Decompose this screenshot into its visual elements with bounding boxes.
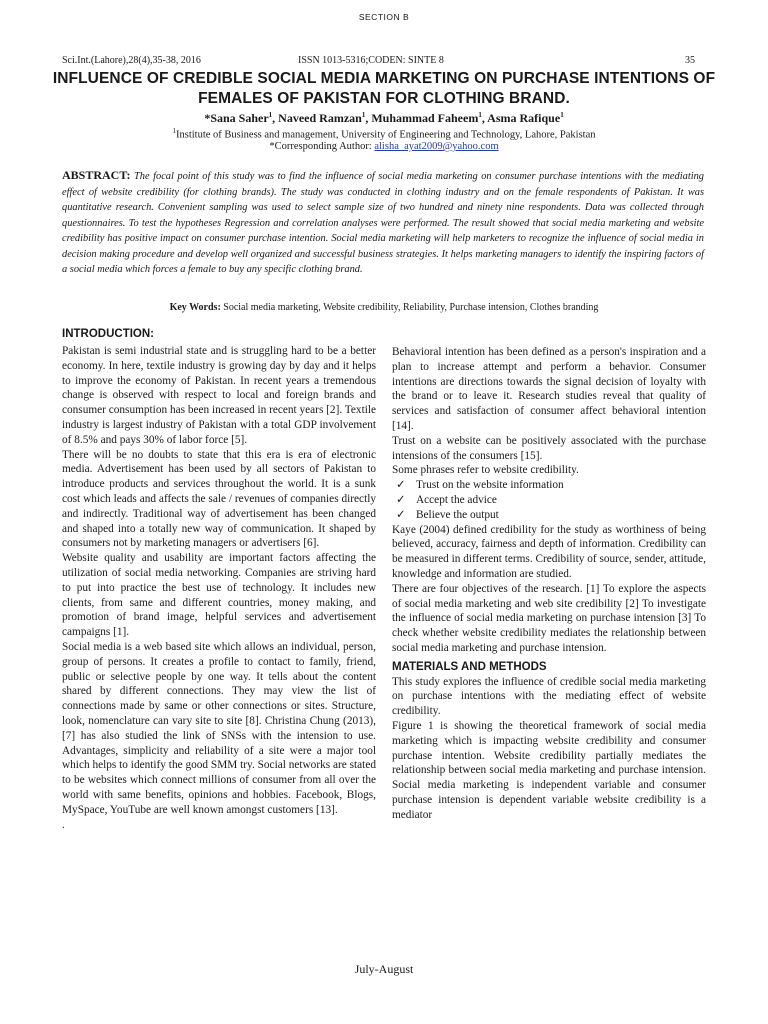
- keywords-text: Social media marketing, Website credibility, Reliability, Purchase intension, Clothes branding: [223, 302, 599, 313]
- paragraph: Figure 1 is showing the theoretical framework of social media marketing which is impacting website credibility and consumer purchase intention. Website credibility partially mediates the relationship between social media marketing and purchase intension. Social media marketing is independent variable and consumer purchase intension is dependent variable website credibility is a mediator: [392, 719, 706, 821]
- paragraph: .: [62, 818, 65, 831]
- issue-footer: July-August: [354, 962, 414, 976]
- paragraph: Kaye (2004) defined credibility for the study as worthiness of being believed, accuracy, fairness and depth of information. Credibility can be measured in different terms. Credibility of source, sender, attitude, knowledge and information are studied.: [392, 523, 706, 580]
- keywords-label: Key Words:: [169, 302, 221, 313]
- list-item: ✓ Believe the output: [396, 508, 499, 521]
- journal-reference: Sci.Int.(Lahore),28(4),35-38, 2016: [62, 55, 201, 66]
- affiliation: $^1$Institute of Business and management, University of Engineering and Technology, Lahore, Pakistan: [172, 127, 596, 141]
- paragraph: There will be no doubts to state that this era is era of electronic media. Advertisement has been used by all sectors of Pakistan to introduce products and services throughout the world. It is a sunk cost which leads and affects the sale / revenues of companies directly and indirectly. Traditional way of advertisement has been changed and shaped into a totally new way of communication. It shaped by consumers not by marketing managers or advertisers [6].: [62, 448, 376, 550]
- abstract-text: The focal point of this study was to find the influence of social media marketing on consumer purchase intentions with the mediating effect of website credibility (for clothing brands). The study was conducted in clothing industry and on the female respondents of Pakistan. It was quantitative research. Convenient sampling was used to select sample size of two hundred and ninety nine respondents. Data was collected through questionnaires. To test the hypotheses Regression and correlation analyses were performed. The result showed that social media marketing and website credibility has positive impact on consumer purchase intention. Social media marketing will help marketers to recognize the influence of social media in decision making procedure and develop well organized and successful business strategies. It helps marketing managers to identify the inspiring factors of a social media which forces a female to buy any specific clothing brand.: [62, 171, 704, 275]
- author-name: Muhammad Faheem: [371, 111, 479, 125]
- paragraph: Behavioral intention has been defined as a person's inspiration and a plan to increase attempt and perform a behavior. Consumer intentions are directions towards the signal decision of loyalty with the brand or to leave it. Research studies reveal that quality of services and satisfaction of consumer affect behavioral intention [14].: [392, 346, 706, 432]
- abstract-label: ABSTRACT:: [62, 168, 131, 182]
- paragraph: Pakistan is semi industrial state and is struggling hard to be a better economy. In here, textile industry is growing day by day and it helps to improve the economy of Pakistan. In recent years a tremendous change is observed with respect to local and foreign brands and consumer consumption has been increased in recent years [2]. Textile industry is largest industry of Pakistan with a total GDP involvement of 8.5% and pays 30% of labor force [5].: [62, 345, 376, 446]
- paper-title: INFLUENCE OF CREDIBLE SOCIAL MEDIA MARKETING ON PURCHASE INTENTIONS OF FEMALES OF PAKISTAN FOR CLOTHING BRAND.: [52, 70, 716, 107]
- list-item: ✓ Trust on the website information: [396, 479, 564, 492]
- right-column: [392, 345, 706, 823]
- page-number: 35: [685, 55, 695, 66]
- keywords: [0, 302, 768, 313]
- left-column: [62, 344, 376, 832]
- paragraph: There are four objectives of the research. [1] To explore the aspects of social media marketing and web site credibility [2] To investigate the influence of social media marketing on purchase intension [3] To check whether website credibility mediates the relationship between social media marketing and purchase intension.: [392, 582, 706, 654]
- paragraph: Trust on a website can be positively associated with the purchase intensions of the consumers [15].: [392, 434, 706, 462]
- author-name: *Sana Saher: [204, 111, 269, 125]
- issn-line: ISSN 1013-5316;CODEN: SINTE 8: [298, 55, 444, 66]
- paragraph: Some phrases refer to website credibility.: [392, 464, 579, 477]
- author-name: Asma Rafique: [487, 111, 561, 125]
- corresponding-author: *Corresponding Author: alisha_ayat2009@yahoo.com: [269, 141, 499, 152]
- credibility-checklist: [392, 478, 706, 522]
- author-name: Naveed Ramzan: [278, 111, 362, 125]
- methods-heading: MATERIALS AND METHODS: [392, 660, 547, 673]
- author-email-link[interactable]: alisha_ayat2009@yahoo.com: [374, 141, 499, 152]
- section-label: SECTION B: [358, 12, 410, 22]
- paragraph: Website quality and usability are important factors affecting the utilization of social media networking. Companies are striving hard to put into practice the best use of technology. It includes new clients, from same and different countries, money making, and promotion of brand image, helpful services and advertisement campaigns [1].: [62, 552, 376, 639]
- author-list: *Sana Saher$^1$, Naveed Ramzan$^1$, Muhammad Faheem$^1$, Asma Rafique$^1$: [204, 111, 564, 125]
- abstract: [62, 168, 704, 278]
- checkmark-icon: ✓: [396, 479, 406, 492]
- paragraph: Social media is a web based site which allows an individual, person, group of persons. It creates a profile to contact to family, friend, public or selective people by one way. It tells about the content shared by different connections. They may view the list of connections made by same or other connections or sites. Structure, look, nomenclature can vary site to site [8]. Christina Chung (2013), [7] has also studied the link of SNSs with the intension to use. Advantages, simplicity and reliability of a site were a major tool which helps to identify the good SMM try. Social networks are stated to be websites which connect millions of consumer from all over the world with same benefits, opinions and hobbies. Facebook, Blogs, MySpace, YouTube are well known amongst customers [13].: [62, 640, 376, 816]
- introduction-heading: INTRODUCTION:: [62, 328, 154, 340]
- list-item: ✓ Accept the advice: [396, 493, 497, 506]
- checkmark-icon: ✓: [396, 508, 406, 521]
- checkmark-icon: ✓: [396, 493, 406, 506]
- paragraph: This study explores the influence of credible social media marketing on purchase intentions with the mediating effect of website credibility.: [392, 675, 706, 718]
